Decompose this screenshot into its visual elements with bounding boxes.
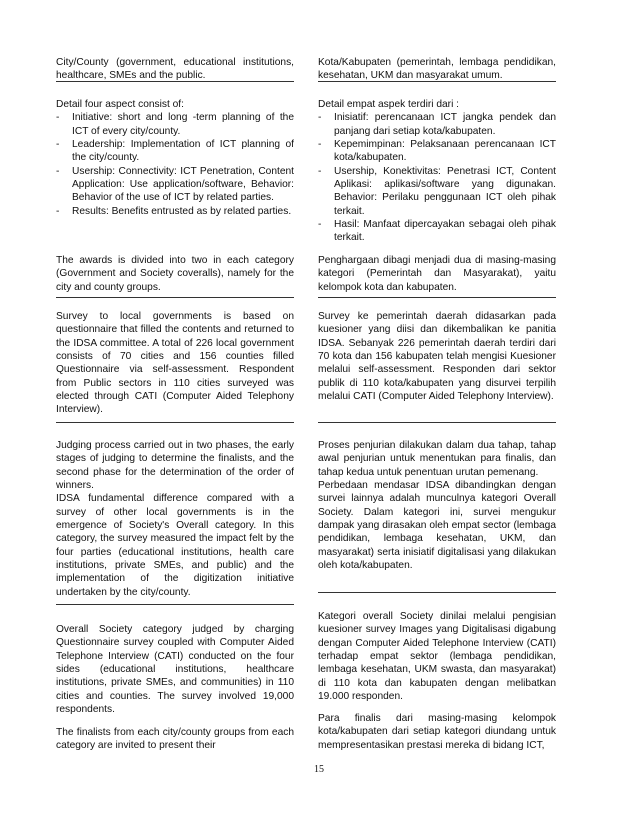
survey-paragraph [318, 310, 556, 403]
finalists-paragraph [56, 726, 294, 753]
aspect-item-leadership [56, 138, 294, 165]
overall-paragraph [56, 623, 294, 716]
judging-section [318, 439, 556, 572]
intro-text: City/County (government, educational institutions, healthcare, SMEs and the public. [56, 57, 294, 82]
page-number: 15 [314, 764, 324, 775]
aspects-heading: Detail four aspect consist of: [56, 99, 184, 110]
bullet-dash: - [56, 165, 60, 177]
bullet-dash: - [56, 112, 60, 124]
aspects-section [318, 98, 556, 245]
awards-paragraph [56, 254, 294, 294]
aspect-text: Results: Benefits entrusted as by related parties. [72, 205, 292, 217]
aspect-text: Hasil: Manfaat dipercayakan sebagai oleh pihak terkait. [334, 219, 556, 244]
survey-text: Survey ke pemerintah daerah didasarkan pada kuesioner yang diisi dan dikembalikan ke panitia IDSA. Sebanyak 226 pemerintah daerah terdiri dari 70 kota dan 156 kabupaten telah mengisi Kuesioner melalui self-assessment. Responden dari sektor publik di 110 kota/kabupaten yang disurvei terpilih melalui CATI (Computer Aided Telephony Interview). [318, 311, 556, 403]
judging-text-2: Perbedaan mendasar IDSA dibandingkan dengan survei lainnya adalah munculnya kategori Overall Society. Dalam kategori ini, survei mengukur dampak yang dirasakan oleh empat sector (lembaga pendidikan, lembaga kesehatan, UKM, dan masyarakat) serta inisiatif digitalisasi yang dilakukan oleh kota/kabupaten. [318, 480, 556, 572]
aspect-item-usership [318, 165, 556, 218]
aspect-item-initiative [56, 111, 294, 138]
divider-rule [56, 297, 294, 298]
finalists-paragraph [318, 712, 556, 752]
survey-text: Survey to local governments is based on questionnaire that filled the contents and returned to the IDSA committee. A total of 226 local government consists of 70 cities and 156 counties filled Questionnaire via self-assessment. Respondent from Public sectors in 110 cities surveyed was elected through CATI (Computer Aided Telephony Interview). [56, 311, 294, 416]
finalists-text: Para finalis dari masing-masing kelompok kota/kabupaten dari setiap kategori diundang untuk mempresentasikan prestasi mereka di bidang ICT, [318, 713, 556, 751]
divider-rule [56, 604, 294, 605]
awards-paragraph [318, 254, 556, 294]
awards-text: The awards is divided into two in each category (Government and Society coveralls), namely for the city and county groups. [56, 255, 294, 293]
judging-text-1: Proses penjurian dilakukan dalam dua tahap, tahap awal penjurian untuk menentukan para finalis, dan tahap kedua untuk penentuan urutan pemenang. [318, 440, 556, 478]
aspect-text: Leadership: Implementation of ICT planning of the city/county. [72, 139, 294, 164]
judging-text-1: Judging process carried out in two phases, the early stages of judging to determine the finalists, and the second phase for the determination of the order of winners. [56, 440, 294, 492]
aspect-item-initiative [318, 111, 556, 138]
bullet-dash: - [56, 139, 60, 151]
aspect-item-leadership [318, 138, 556, 165]
aspect-text: Kepemimpinan: Pelaksanaan perencanaan ICT kota/kabupaten. [334, 139, 556, 164]
intro-paragraph [318, 56, 556, 83]
bullet-dash: - [56, 205, 60, 217]
overall-paragraph [318, 610, 556, 703]
divider-rule [318, 81, 556, 82]
overall-text: Overall Society category judged by charging Questionnaire survey coupled with Computer Aided Telephone Interview (CATI) conducted on the four sides (educational institutions, healthcare institutions, private SMEs, and communities) in 110 cities and counties. The survey involved 19,000 respondents. [56, 624, 294, 716]
bullet-dash: - [318, 219, 322, 231]
survey-paragraph [56, 310, 294, 417]
aspects-section [56, 98, 294, 218]
aspect-item-results [318, 218, 556, 245]
bullet-dash: - [318, 165, 322, 177]
finalists-text: The finalists from each city/county groups from each category are invited to present their [56, 727, 294, 752]
aspect-text: Usership: Connectivity: ICT Penetration, Content Application: Use application/software, Behavior: Behavior of the use of ICT by related parties. [72, 165, 294, 204]
divider-rule [56, 81, 294, 82]
aspect-item-usership [56, 165, 294, 205]
intro-text: Kota/Kabupaten (pemerintah, lembaga pendidikan, kesehatan, UKM dan masyarakat umum. [318, 57, 556, 82]
aspects-heading: Detail empat aspek terdiri dari : [318, 99, 459, 110]
divider-rule [318, 592, 556, 593]
aspect-text: Inisiatif: perencanaan ICT jangka pendek dan panjang dari setiap kota/kabupaten. [334, 112, 556, 137]
bullet-dash: - [318, 139, 322, 151]
divider-rule [318, 297, 556, 298]
aspect-text: Initiative: short and long -term planning of the ICT of every city/county. [72, 112, 294, 137]
divider-rule [318, 422, 556, 423]
overall-text: Kategori overall Society dinilai melalui pengisian kuesioner survey Images yang Digitalisasi digabung dengan Computer Aided Telephone Interview (CATI) terhadap empat sektor (lembaga pendidikan, lembaga kesehatan, UKM swasta, dan masyarakat) di 110 kota dan kabupaten dengan melibatkan 19.000 responden. [318, 611, 556, 703]
divider-rule [56, 422, 294, 423]
judging-text-2: IDSA fundamental difference compared with a survey of other local governments is in the emergence of Society's Overall category. In this category, the survey measured the impact felt by the four parties (educational institutions, health care institutions, private SMEs, and public) and the implementation of the digitization initiative undertaken by the city/county. [56, 493, 294, 598]
judging-section [56, 439, 294, 599]
awards-text: Penghargaan dibagi menjadi dua di masing-masing kategori (Pemerintah dan Masyarakat), yaitu kelompok kota dan kabupaten. [318, 255, 556, 293]
aspect-text: Usership, Konektivitas: Penetrasi ICT, Content Aplikasi: aplikasi/software yang digunakan. Behavior: Perilaku penggunaan ICT oleh pihak terkait. [334, 165, 556, 217]
bullet-dash: - [318, 112, 322, 124]
intro-paragraph [56, 56, 294, 83]
aspect-item-results [56, 205, 294, 218]
